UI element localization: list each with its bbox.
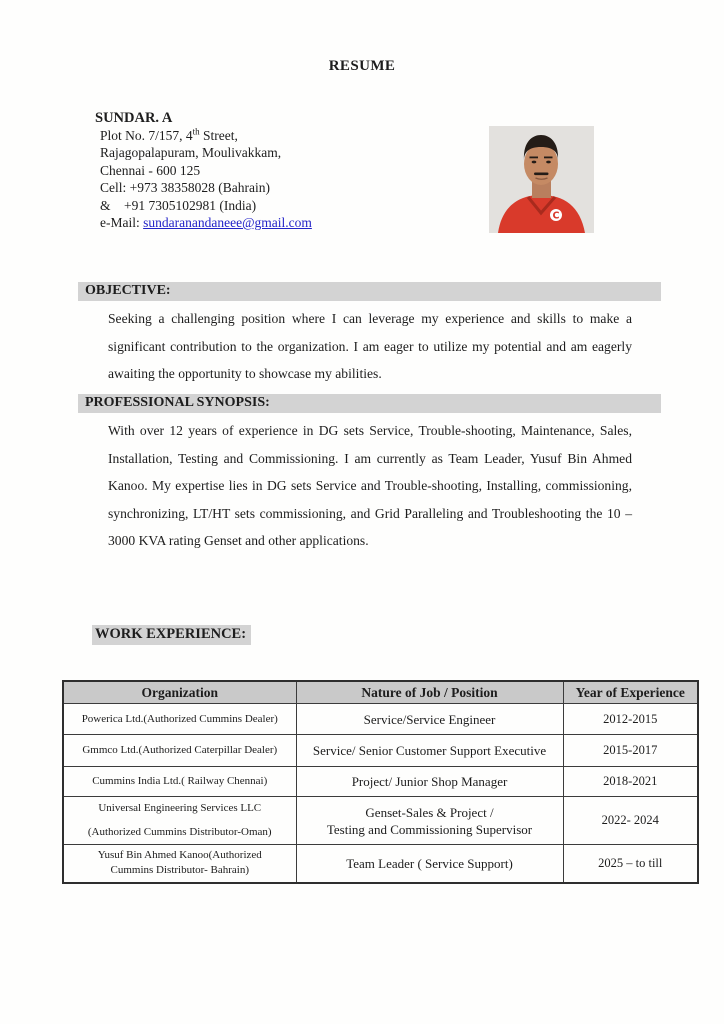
right-eyebrow [544, 157, 553, 159]
col-header-organization: Organization [63, 681, 296, 704]
org-cell: Gmmco Ltd.(Authorized Caterpillar Dealer) [63, 735, 296, 767]
col-header-years: Year of Experience [563, 681, 698, 704]
position-cell: Service/ Senior Customer Support Executive [296, 735, 563, 767]
mustache [534, 173, 549, 176]
address-line-1 [95, 127, 312, 144]
position-line-2: Testing and Commissioning Supervisor [326, 821, 533, 837]
position-cell: Project/ Junior Shop Manager [296, 767, 563, 797]
work-experience-heading: WORK EXPERIENCE: [92, 625, 251, 645]
years-cell: 2018-2021 [563, 767, 698, 797]
shirt-logo-letter: C [552, 210, 560, 222]
experience-row-universal-engineering [63, 797, 698, 845]
phone-india: & +91 7305102981 (India) [100, 197, 257, 213]
org-cell: Powerica Ltd.(Authorized Cummins Dealer) [63, 704, 296, 735]
email-link[interactable]: sundaranandaneee@gmail.com [143, 215, 312, 231]
experience-row-cummins-india [63, 767, 698, 797]
years-cell: 2015-2017 [563, 735, 698, 767]
right-eye [546, 161, 551, 164]
years-cell: 2012-2015 [563, 704, 698, 735]
email-label: e-Mail: [100, 215, 144, 231]
address-line-1-rest: Street, [199, 128, 238, 143]
experience-table [62, 680, 699, 884]
candidate-name: SUNDAR. A [95, 110, 173, 126]
ordinal-suffix: th [192, 126, 200, 137]
address-line-3: Chennai - 600 125 [100, 162, 201, 178]
org-cell [63, 797, 296, 845]
email-line [95, 214, 312, 231]
org-line-1: Yusuf Bin Ahmed Kanoo(Authorized [97, 849, 262, 862]
org-line-2: Cummins Distributor- Bahrain) [110, 864, 249, 877]
synopsis-section-header: PROFESSIONAL SYNOPSIS: [78, 394, 661, 413]
objective-section-header: OBJECTIVE: [78, 282, 661, 301]
experience-row-gmmco [63, 735, 698, 767]
position-cell: Service/Service Engineer [296, 704, 563, 735]
objective-text: Seeking a challenging position where I can leverage my experience and skills to make a significant contribution to the organization. I am eager to utilize my potential and am eagerly awaiting the opportunity to showcase my abilities. [108, 311, 632, 382]
address-line-2: Rajagopalapuram, Moulivakkam, [100, 145, 282, 161]
phone-bahrain: Cell: +973 38358028 (Bahrain) [100, 180, 270, 196]
position-cell: Team Leader ( Service Support) [296, 845, 563, 883]
experience-row-yusuf-bin-ahmed-kanoo [63, 845, 698, 883]
experience-table-header-row [63, 681, 698, 704]
profile-photo [489, 126, 594, 233]
experience-row-powerica [63, 704, 698, 735]
left-eye [532, 161, 537, 164]
org-cell: Cummins India Ltd.( Railway Chennai) [63, 767, 296, 797]
years-cell: 2022- 2024 [563, 797, 698, 845]
org-line-1: Universal Engineering Services LLC [98, 802, 262, 814]
col-header-position: Nature of Job / Position [296, 681, 563, 704]
years-cell: 2025 – to till [563, 845, 698, 883]
position-line-1: Genset-Sales & Project / [365, 804, 494, 820]
address-line-1-text: Plot No. 7/157, 4 [100, 128, 193, 143]
synopsis-text: With over 12 years of experience in DG sets Service, Trouble-shooting, Maintenance, Sales, Installation, Testing and Commissioning. I am currently as Team Leader, Yusuf Bin Ahmed Kanoo. My expertise lies in DG sets Service and Trouble-shooting, Installing, commissioning, synchronizing, LT/HT sets commissioning, and Grid Paralleling and Troubleshooting the 10 – 3000 KVA rating Genset and other applications. [108, 423, 632, 549]
org-cell [63, 845, 296, 883]
contact-block [95, 109, 312, 231]
position-cell [296, 797, 563, 845]
document-title: RESUME [328, 58, 396, 74]
left-eyebrow [530, 157, 539, 159]
org-line-2: (Authorized Cummins Distributor-Oman) [87, 826, 272, 838]
